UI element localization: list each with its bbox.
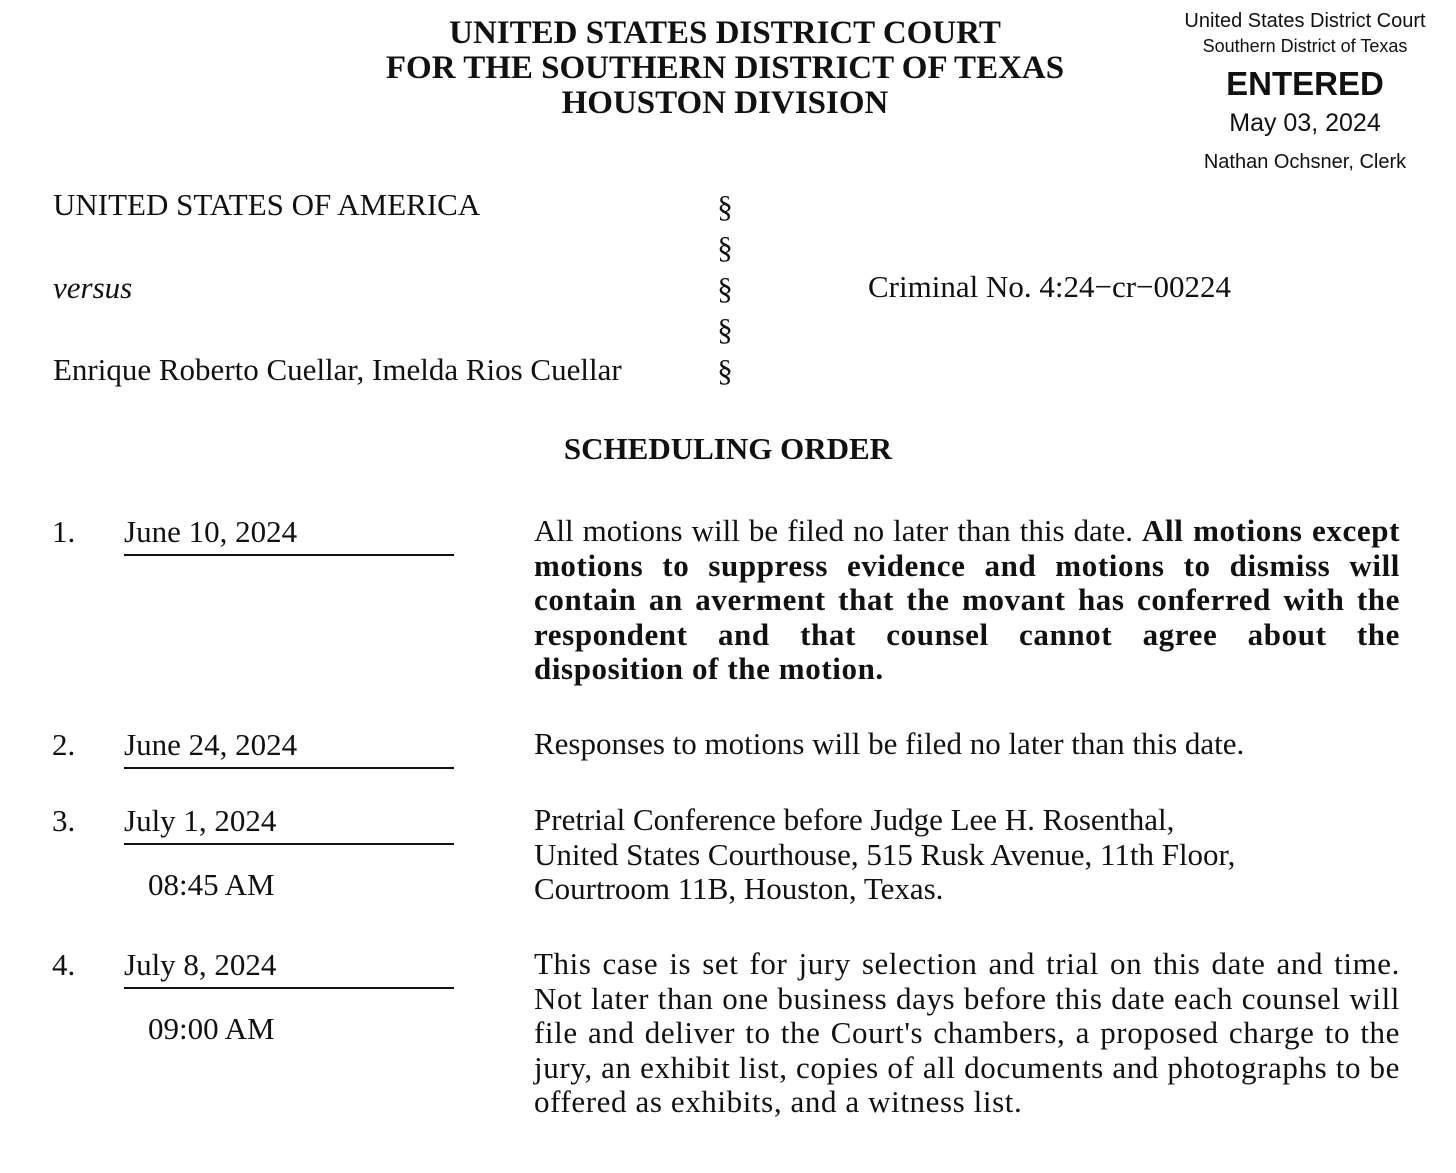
entry-text: All motions will be filed no later than this date. [534,513,1133,548]
entry-line: Pretrial Conference before Judge Lee H. Rosenthal, [534,802,1175,837]
stamp-date: May 03, 2024 [1229,109,1381,137]
court-division: HOUSTON DIVISION [561,85,889,121]
caption-defendants: Enrique Roberto Cuellar, Imelda Rios Cuellar [53,352,622,387]
entry-description [534,803,1400,907]
entry-description: Responses to motions will be filed no later than this date. [534,726,1245,761]
entry-text-bold: All motions except motions to suppress evidence and motions to dismiss will contain an averment that the movant has conferred with the respondent and that counsel cannot agree about the disposition of the motion. [534,513,1400,686]
criminal-number: Criminal No. 4:24−cr−00224 [868,269,1232,304]
entry-line: Courtroom 11B, Houston, Texas. [534,871,944,906]
section-symbol: § [717,230,733,265]
stamp-district: Southern District of Texas [1202,36,1408,56]
entry-time: 08:45 AM [148,867,275,902]
entry-date: July 8, 2024 [124,947,454,989]
caption-versus: versus [53,270,133,305]
entry-time: 09:00 AM [148,1011,275,1046]
entry-description [534,514,1400,687]
entry-date: June 24, 2024 [124,727,454,769]
entry-number: 1. [52,514,76,549]
entry-description: This case is set for jury selection and trial on this date and time. Not later than one business days before this date each counsel will file and deliver to the Court's chambers, a proposed charge to the jury, an exhibit list, copies of all documents and photographs to be offered as exhibits, and a witness list. [534,946,1400,1119]
stamp-court: United States District Court [1184,10,1426,32]
court-district: FOR THE SOUTHERN DISTRICT OF TEXAS [385,50,1065,86]
section-symbol: § [717,312,733,347]
section-symbol: § [717,271,733,306]
entry-number: 3. [52,803,76,838]
stamp-clerk: Nathan Ochsner, Clerk [1203,151,1407,173]
entry-number: 2. [52,727,76,762]
entry-number: 4. [52,947,76,982]
court-name: UNITED STATES DISTRICT COURT [449,15,1001,51]
entry-date: July 1, 2024 [124,803,454,845]
section-symbol-column [713,186,737,391]
court-header [330,16,1120,121]
section-symbol: § [717,189,733,224]
section-symbol: § [717,353,733,388]
entry-line: United States Courthouse, 515 Rusk Avenue, 11th Floor, [534,836,1236,872]
entered-stamp [1150,8,1456,176]
entry-date: June 10, 2024 [124,514,454,556]
caption-plaintiff: UNITED STATES OF AMERICA [53,187,481,222]
stamp-status: ENTERED [1226,65,1384,102]
order-title: SCHEDULING ORDER [563,431,893,466]
